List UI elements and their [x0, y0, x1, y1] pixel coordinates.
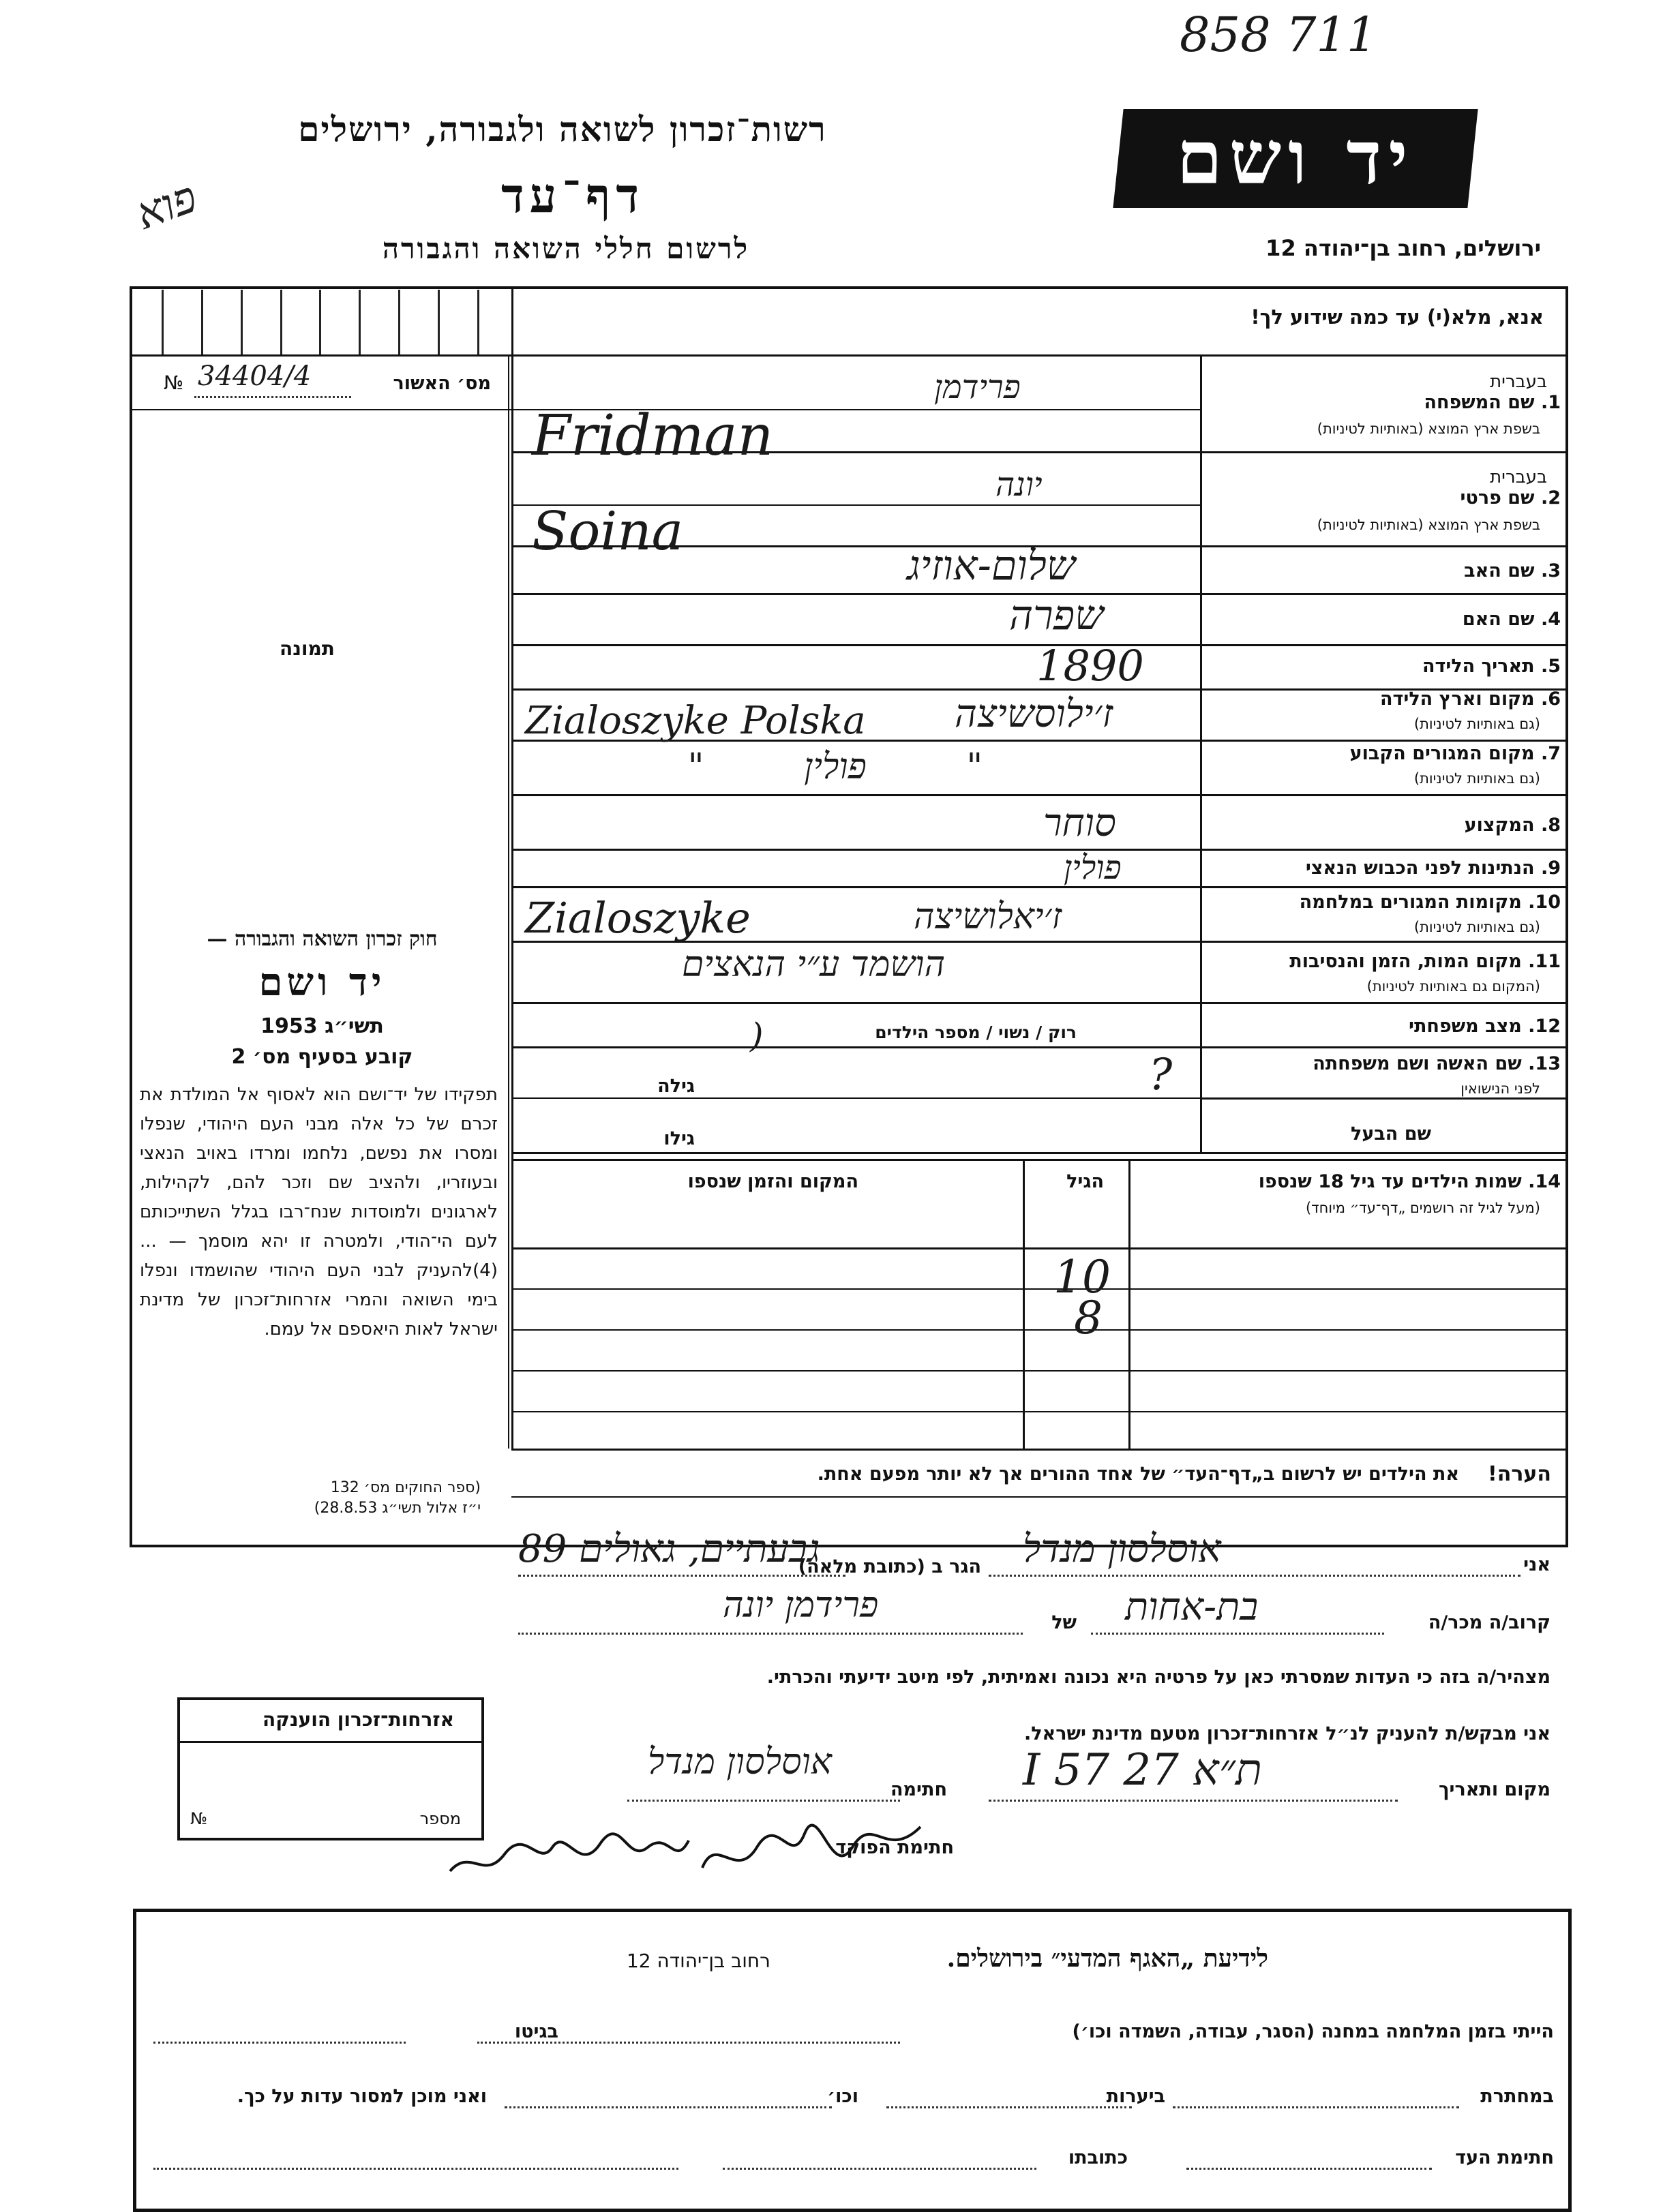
husband-age-label: גילו: [663, 1128, 695, 1149]
registry-field: [157, 361, 498, 399]
law-title: חוק זכרון השואה והגבורה —: [207, 927, 438, 951]
law-year: תשי״ג 1953: [260, 1014, 384, 1038]
note-label: הערה!: [1488, 1462, 1551, 1486]
address: ירושלים, רחוב בן־יהודה 12: [1265, 235, 1541, 261]
law-source-1: (ספר החוקים מס׳ 132: [330, 1479, 481, 1496]
field-8-label: [1465, 815, 1561, 836]
field-13-text: שם האשה ושם משפחתה: [1313, 1053, 1522, 1074]
field-6-value-he: ז׳ילוסשיצה: [955, 692, 1113, 736]
field-5-text: תאריך הלידה: [1422, 656, 1535, 677]
field-11-value: הושמד ע״י הנאצים: [682, 944, 946, 985]
citizenship-prefix: №: [190, 1809, 207, 1828]
field-10-text: מקומות המגורים במלחמה: [1299, 892, 1522, 913]
field-13-num: 13.: [1528, 1053, 1561, 1074]
child-age-2: 8: [1074, 1292, 1103, 1344]
field-3-value: שלום-אוזיג: [907, 542, 1076, 590]
place-header: המקום והזמן שנספו: [687, 1171, 858, 1192]
decl-of-label: של: [1051, 1612, 1077, 1633]
field-3-label: [1464, 560, 1561, 581]
field-1-text: שם המשפחה: [1424, 392, 1535, 413]
field-7-num: 7.: [1540, 743, 1561, 764]
field-6-sub: (גם באותיות לטיניות): [1413, 716, 1540, 732]
law-clause: קובע בסעיף מס׳ 2: [231, 1045, 413, 1069]
field-8-value: סוחר: [1043, 801, 1116, 845]
decl-address: גבעתיים, גאולים 89: [518, 1527, 820, 1571]
field-7-sub: (גם באותיות לטיניות): [1413, 770, 1540, 787]
officer-signature: [443, 1806, 934, 1895]
field-12-num: 12.: [1528, 1016, 1561, 1037]
photo-label: תמונה: [280, 637, 335, 660]
form-frame: [130, 286, 1568, 1547]
bottom-address: רחוב בן־יהודה 12: [626, 1950, 770, 1972]
field-8-text: המקצוע: [1464, 815, 1535, 836]
field-10-label: [1300, 892, 1561, 913]
field-11-label: [1289, 951, 1561, 972]
bottom-heading: לידיעת „האגף המדעי״ בירושלים.: [946, 1944, 1268, 1973]
field-1-value-he: פרידמן: [934, 368, 1021, 406]
citizenship-box: [177, 1697, 484, 1840]
field-13-label: [1313, 1053, 1561, 1074]
bottom-line1-a: הייתי בזמן המלחמה במחנה (הסגר, עבודה, השמדה וכו׳): [1072, 2021, 1554, 2042]
field-11-text: מקום המות, הזמן והנסיבות: [1289, 951, 1522, 972]
husband-label: שם הבעל: [1350, 1123, 1431, 1145]
decl-place-date-label: מקום ותאריך: [1438, 1779, 1550, 1800]
field-5-value: 1890: [1036, 641, 1144, 691]
field-1-label: [1424, 392, 1561, 413]
archive-number: 858 711: [1180, 7, 1377, 63]
field-2-value-latin: Soina: [532, 501, 684, 562]
field-1-num: 1.: [1540, 392, 1561, 413]
field-4-text: שם האם: [1462, 609, 1535, 630]
note: [511, 1455, 1568, 1496]
decl-witness-name: אוסלסון מנדל: [1023, 1527, 1221, 1571]
field-8-num: 8.: [1540, 815, 1561, 836]
field-4-num: 4.: [1540, 609, 1561, 630]
authority-name: רשות־זכרון לשואה ולגבורה, ירושלים: [298, 109, 827, 149]
field-4-value: שפרה: [1009, 592, 1104, 639]
field-12-label: [1409, 1016, 1561, 1037]
witness-signature: אוסלסון מנדל: [648, 1742, 832, 1783]
decl-request: אני מבקש/ת להעניק לנ״ל אזרחות־זכרון מטעם מדינת ישראל.: [1023, 1723, 1550, 1744]
child-age-1: 10: [1053, 1251, 1111, 1303]
field-5-num: 5.: [1540, 656, 1561, 677]
field-12-text: מצב משפחתי: [1409, 1016, 1522, 1037]
law-source-2: י״ז אלול תשי״ג 28.8.53): [314, 1500, 481, 1517]
field-7-label: [1350, 743, 1561, 764]
form-subtitle: לרשום חללי השואה והגבורה: [382, 232, 750, 265]
intro-text: אנא, מלא(י) עד כמה שידוע לך!: [1250, 305, 1544, 329]
field-6-num: 6.: [1540, 688, 1561, 710]
bottom-line3-b: כתובתו: [1068, 2147, 1128, 2168]
margin-note: פוא: [130, 172, 204, 240]
field-10-value-latin: Zialoszyke: [525, 893, 751, 943]
field-7-value: " פולין ": [687, 746, 983, 787]
decl-relation-label: קרוב/ה מכר/ה: [1428, 1612, 1550, 1633]
field-10-num: 10.: [1528, 892, 1561, 913]
law-body: תפקידו של יד־ושם הוא לאסוף אל המולדת את זכרם של כל אלה מבני העם היהודי, שנפלו ומסרו את נפשם, נלחמו ומרדו באויב הנאצי ובעוזריו, ולהציב שם וזכר להם, לקהילות, לארגונים ולמוסדות שנח־רבו בגלל השתייכותם לעם הי־הודי, ולמטרה זו יהא מוסמך — ...(4)להעניק לבני העם היהודי שהושמדו ונפלו בימי השואה והמרי אזרחות־זכרון של מדינת ישראל לאות היאספם אל עמם.: [140, 1085, 498, 1339]
field-11-sub: (המקום גם באותיות לטיניות): [1366, 978, 1540, 995]
registry-value: 34404/4: [198, 361, 312, 392]
registry-prefix: №: [164, 372, 184, 394]
field-2-lang: בעברית: [1490, 467, 1547, 487]
field-2-value-he: יונה: [995, 466, 1043, 504]
field-2-text: שם פרטי: [1460, 487, 1535, 509]
citizenship-number-label: מספר: [419, 1809, 461, 1828]
note-text: את הילדים יש לרשום ב„דף־העד״ של אחד ההורים אך לא יותר מפעם אחת.: [817, 1464, 1459, 1485]
field-9-value: פולין: [1064, 849, 1122, 887]
field-7-text: מקום המגורים הקבוע: [1349, 743, 1535, 764]
decl-officer-label: חתימת הפוקד: [835, 1837, 954, 1858]
field-3-text: שם האב: [1464, 560, 1535, 581]
field-6-value-latin: Zialoszyke Polska: [525, 699, 866, 743]
field-1-lang: בעברית: [1490, 372, 1547, 392]
bottom-line2-a: במחתרת: [1480, 2086, 1554, 2107]
bottom-line3-a: חתימת העד: [1455, 2147, 1554, 2168]
decl-resides-label: הגר ב (כתובת מלאה): [798, 1556, 981, 1577]
decl-of-value: פרידמן יונה: [723, 1585, 879, 1626]
field-11-num: 11.: [1528, 951, 1561, 972]
decl-relation-value: בת-אחות: [1125, 1585, 1259, 1629]
field-10-value-he: ז׳יאלושיצה: [914, 896, 1062, 937]
field-3-num: 3.: [1540, 560, 1561, 581]
decl-statement: מצהיר/ה בזה כי העדות שמסרתי כאן על פרטיה היא נכונה ואמיתית, לפי מיטב ידיעתי והכרתי.: [766, 1667, 1550, 1688]
form-title: דף־עד: [500, 167, 644, 224]
registry-label: מס׳ האשור: [393, 373, 491, 394]
bottom-line2-d: ואני מוכן למסור עדות על כך.: [237, 2086, 487, 2107]
field-9-text: הנתינות לפני הכבוש הנאצי: [1305, 858, 1535, 879]
field-12-options: רוק / נשוי / מספר הילדים: [875, 1022, 1077, 1042]
field-6-label: [1380, 688, 1561, 710]
children-text: שמות הילדים עד גיל 18 שנספו: [1258, 1171, 1522, 1192]
field-2-label: [1460, 487, 1561, 509]
field-9-label: [1306, 858, 1561, 879]
field-2-num: 2.: [1540, 487, 1561, 509]
bottom-line1-b: בגיטו: [514, 2021, 558, 2042]
bottom-line2-b: ביערות: [1106, 2086, 1165, 2107]
bottom-line2-c: וכו׳: [827, 2086, 858, 2107]
field-5-label: [1422, 656, 1561, 677]
field-1-sub: בשפת ארץ המוצא (באותיות לטיניות): [1317, 421, 1540, 437]
children-sub: (מעל לגיל זה רושמים „דף־עד״ מיוחד): [1305, 1200, 1540, 1216]
wife-age-label: גילה: [657, 1076, 695, 1097]
field-2-sub: בשפת ארץ המוצא (באותיות לטיניות): [1317, 517, 1540, 533]
children-num: 14.: [1528, 1171, 1561, 1192]
perforation-strip: [143, 290, 498, 354]
field-9-num: 9.: [1540, 858, 1561, 879]
children-label: [1259, 1171, 1561, 1192]
field-10-sub: (גם באותיות לטיניות): [1413, 919, 1540, 935]
field-12-mark: ): [750, 1016, 764, 1055]
citizenship-title: אזרחות־זכרון הוענקה: [263, 1708, 454, 1731]
yad-vashem-logo: [1113, 109, 1478, 208]
decl-signature-label: חתימה: [890, 1779, 947, 1800]
field-13-sub: לפני הנישואין: [1460, 1080, 1540, 1097]
field-4-label: [1463, 609, 1561, 630]
age-header: הגיל: [1066, 1171, 1104, 1192]
field-1-value-latin: Fridman: [532, 404, 774, 468]
field-6-text: מקום וארץ הלידה: [1379, 688, 1535, 710]
logo-text: יד ושם: [1176, 115, 1415, 201]
decl-i-label: אני: [1523, 1554, 1550, 1575]
field-13-mark: ?: [1149, 1050, 1173, 1100]
law-name: יד ושם: [258, 960, 386, 1005]
decl-place-date-value: ת״א 27 I 57: [1023, 1745, 1262, 1796]
